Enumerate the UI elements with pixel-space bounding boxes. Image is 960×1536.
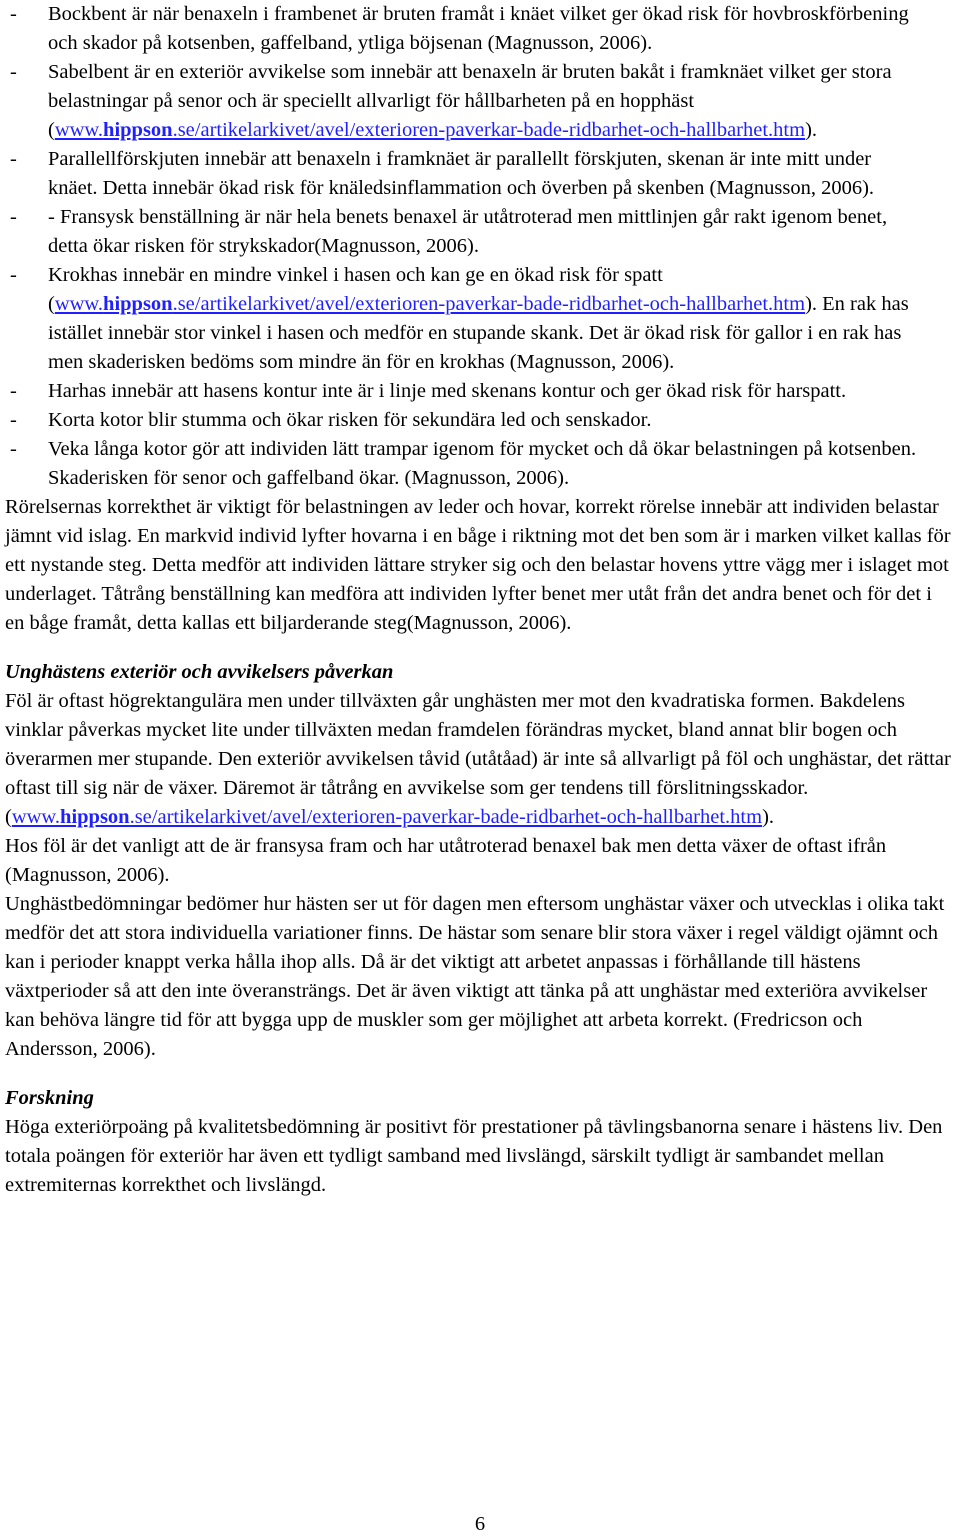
bullet-marker: - — [10, 264, 17, 286]
list-item-text: Harhas innebär att hasens kontur inte är i linje med skenans kontur och ger ökad risk för harspatt. — [48, 380, 847, 402]
bullet-marker: - — [10, 438, 17, 460]
spacer — [5, 638, 955, 658]
list-item — [5, 145, 955, 203]
paragraph — [5, 687, 955, 832]
list-item — [5, 203, 955, 261]
bullet-marker: - — [10, 3, 17, 25]
section-heading-forskning: Forskning — [5, 1087, 94, 1109]
paragraph: Höga exteriörpoäng på kvalitetsbedömning är positivt för prestationer på tävlingsbanorna senare i hästens liv. Den totala poängen för exteriör har även ett tydligt samband med livslängd, särskilt tydligt är sambandet mellan extremiternas korrekthet och livslängd. — [5, 1116, 943, 1196]
link-part: www. — [11, 806, 61, 828]
bullet-text: Sabelbent är en exteriör avvikelse som innebär att benaxeln är bruten bakåt i framknäet vilket ger stora belastningar på senor och är speciellt allvarligt för hållbarheten på en hopphäst ( — [48, 61, 892, 141]
bullet-text: Krokhas innebär en mindre vinkel i hasen och kan ge en ökad risk för spatt ( — [48, 264, 663, 315]
list-item — [5, 0, 955, 58]
link-part: www. — [54, 119, 104, 141]
list-item-text: Parallellförskjuten innebär att benaxeln i framknäet är parallellt förskjuten, skenan är inte mitt under knäet. Detta innebär ökad risk för knäledsinflammation och överben på skenben (Magnusson, 2006). — [48, 148, 875, 199]
hippson-link[interactable] — [12, 806, 762, 828]
paragraph: Hos föl är det vanligt att de är fransysa fram och har utåtroterad benaxel bak men detta växer de oftast ifrån (Magnusson, 2006). — [5, 835, 887, 886]
paragraph: Unghästbedömningar bedömer hur hästen ser ut för dagen men eftersom unghästar växer och utvecklas i olika takt medför det att stora individuella variationer finns. De hästar som senare blir stora växer i regel väldigt ojämnt och kan i perioder knappt verka hålla ihop alls. Då är det viktigt att arbetet anpassas i förhållande till hästens växtperioder så att den inte överansträngs. Det är även viktigt att tänka på att unghästar med exteriöra avvikelser kan behöva längre tid för att bygga upp de muskler som ger möjlighet att arbeta korrekt. (Fredricson och Andersson, 2006). — [5, 893, 945, 1060]
list-item — [5, 435, 955, 493]
list-item-text: Bockbent är när benaxeln i frambenet är bruten framåt i knäet vilket ger ökad risk för hovbroskförbening och skador på kotsenben, gaffelband, ytliga böjsenan (Magnusson, 2006). — [48, 3, 909, 54]
hippson-link[interactable] — [55, 293, 805, 315]
link-part: .se/artikelarkivet/avel/exterioren-paverkar-bade-ridbarhet-och-hallbarhet.htm — [172, 119, 806, 141]
link-part-bold: hippson — [103, 119, 173, 141]
list-item — [5, 406, 955, 435]
hippson-link[interactable] — [55, 119, 805, 141]
link-part: .se/artikelarkivet/avel/exterioren-paverkar-bade-ridbarhet-och-hallbarhet.htm — [129, 806, 763, 828]
link-part-bold: hippson — [60, 806, 130, 828]
page-number: 6 — [474, 1513, 486, 1535]
list-item-text — [48, 261, 918, 377]
list-item — [5, 261, 955, 377]
link-part: .se/artikelarkivet/avel/exterioren-paverkar-bade-ridbarhet-och-hallbarhet.htm — [172, 293, 806, 315]
list-item-text — [48, 58, 918, 145]
section-heading-unghast: Unghästens exteriör och avvikelsers påverkan — [5, 661, 394, 683]
document-page — [5, 0, 955, 1200]
bullet-tail: ). En rak has istället innebär stor vinkel i hasen och medför en stupande skank. Det är ökad risk för gallor i en rak has men skaderisken bedöms som mindre än för en krokhas (Magnusson, 2006). — [48, 293, 909, 373]
list-item — [5, 58, 955, 145]
list-item-text: - Fransysk benställning är när hela benets benaxel är utåtroterad men mittlinjen går rakt igenom benet, detta ökar risken för strykskador(Magnusson, 2006). — [48, 206, 888, 257]
link-part: www. — [54, 293, 104, 315]
bullet-marker: - — [10, 148, 17, 170]
bullet-marker: - — [10, 206, 17, 228]
spacer — [5, 1064, 955, 1084]
paragraph-movement: Rörelsernas korrekthet är viktigt för belastningen av leder och hovar, korrekt rörelse innebär att individen belastar jämnt vid islag. En markvid individ lyfter hovarna i en båge i riktning mot det ben som är i marken vilket kallas för ett nystande steg. Detta medför att individen lättare stryker sig och den belastar hovens yttre vägg mer i islaget mot underlaget. Tåtrång benställning kan medföra att individen lyfter benet mer utåt från det andra benet och för det i en båge framåt, detta kallas ett biljarderande steg(Magnusson, 2006). — [5, 496, 951, 634]
list-item-text: Veka långa kotor gör att individen lätt trampar igenom för mycket och då ökar belastningen på kotsenben. Skaderisken för senor och gaffelband ökar. (Magnusson, 2006). — [48, 438, 917, 489]
paragraph-text: Föl är oftast högrektangulära men under tillväxten går unghästen mer mot den kvadratiska formen. Bakdelens vinklar påverkas mycket lite under tillväxten medan framdelen förändras mycket, bland annat blir bogen och överarmen mer stupande. Den exteriör avvikelsen tåvid (utåtåad) är inte så allvarligt på föl och unghästar, det rättar oftast till sig när de växer. Däremot är tåtrång en avvikelse som ger tendens till förslitningsskador. — [5, 690, 951, 799]
paragraph-tail: ). — [762, 806, 775, 828]
bullet-marker: - — [10, 61, 17, 83]
bullet-tail: ). — [805, 119, 818, 141]
paren-open: ( — [5, 806, 12, 828]
bullet-marker: - — [10, 380, 17, 402]
link-part-bold: hippson — [103, 293, 173, 315]
bullet-marker: - — [10, 409, 17, 431]
list-item — [5, 377, 955, 406]
list-item-text: Korta kotor blir stumma och ökar risken för sekundära led och senskador. — [48, 409, 652, 431]
